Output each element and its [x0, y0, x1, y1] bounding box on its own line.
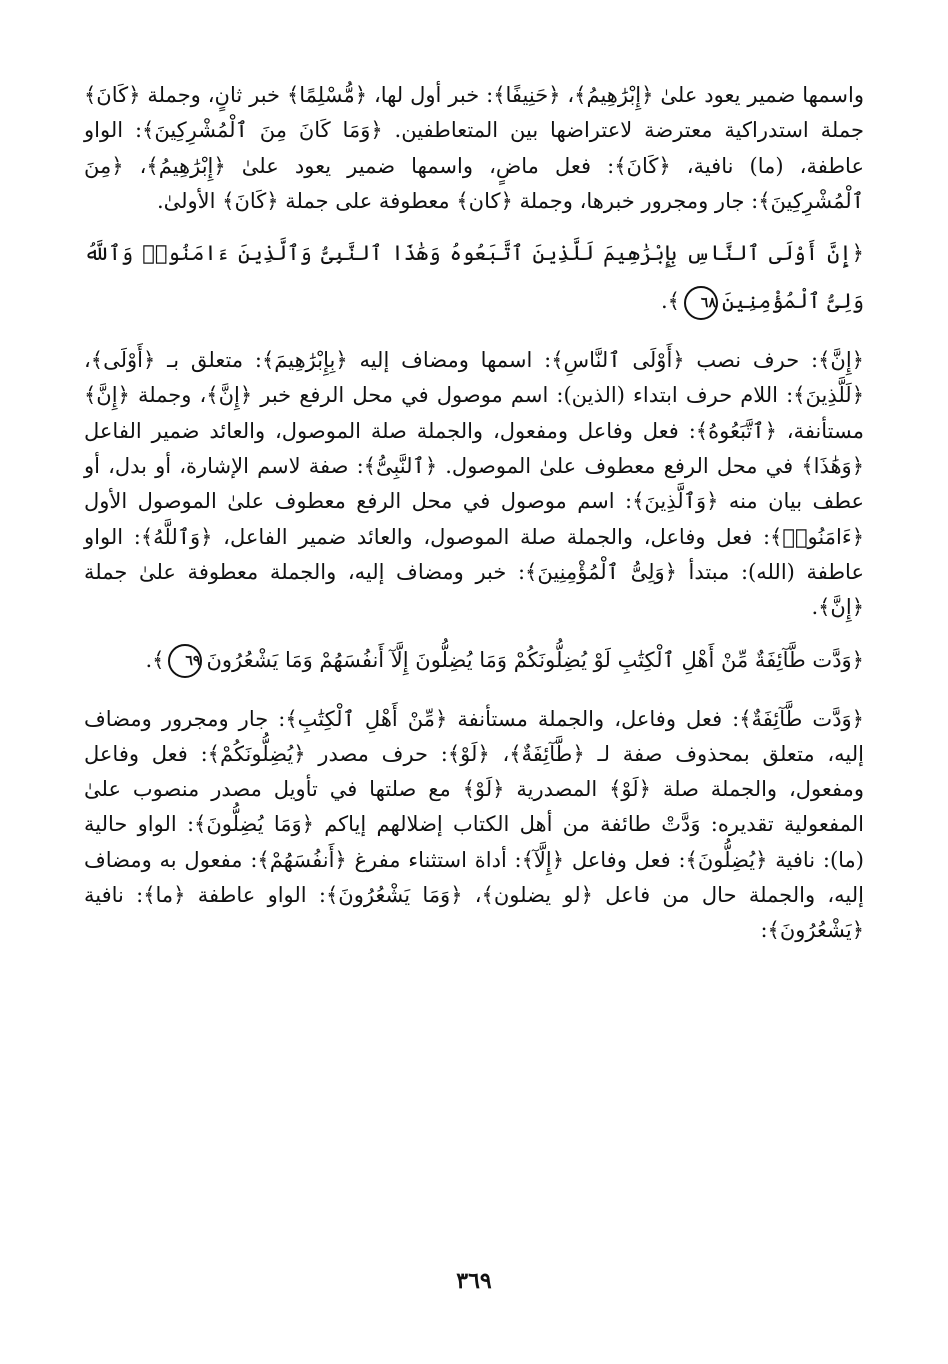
paragraph-2: ﴿إِنَّ﴾: حرف نصب ﴿أَوْلَى ٱلنَّاسِ﴾: اسمها ومضاف إليه ﴿بِإِبْرَٰهِيمَ﴾: متعلق بـ ﴿أَوْلَى﴾، ﴿لَلَّذِينَ﴾: اللام حرف ابتداء (الذين): اسم موصول في محل الرفع خبر ﴿إِنَّ﴾، وجملة ﴿إِنَّ﴾ مستأنفة، ﴿ٱتَّبَعُوهُ﴾: فعل وفاعل ومفعول، والجملة صلة الموصول، والعائد ضمير الفاعل ﴿وَهَٰذَا﴾ في محل الرفع معطوف علىٰ الموصول. ﴿ٱلنَّبِىُّ﴾: صفة لاسم الإشارة، أو بدل، أو عطف بيان منه ﴿وَٱلَّذِينَ﴾: اسم موصول في محل الرفع معطوف علىٰ الموصول الأول ﴿ءَامَنُوا۟﴾: فعل وفاعل، والجملة صلة الموصول، والعائد ضمير الفاعل، ﴿وَٱللَّهُ﴾: الواو عاطفة (الله): مبتدأ ﴿وَلِىُّ ٱلْمُؤْمِنِينَ﴾: خبر ومضاف إليه، والجملة معطوفة علىٰ جملة ﴿إِنَّ﴾. [84, 348, 864, 620]
verse-69-closing: ﴾. [145, 647, 165, 672]
verse-69 [84, 636, 864, 684]
ayah-number-marker-69: ٦٩ [168, 644, 202, 678]
verse-69-text: ﴿وَدَّت طَّآئِفَةٌ مِّنْ أَهْلِ ٱلْكِتَٰبِ لَوْ يُضِلُّونَكُمْ وَمَا يُضِلُّونَ إِلَّآ أَنفُسَهُمْ وَمَا يَشْعُرُونَ [206, 647, 864, 672]
paragraph-1: واسمها ضمير يعود علىٰ ﴿إِبْرَٰهِيمُ﴾، ﴿حَنِيفًا﴾: خبر أول لها، ﴿مُّسْلِمًا﴾ خبر ثانٍ، وجملة ﴿كَانَ﴾ جملة استدراكية معترضة لاعتراضها بين المتعاطفين. ﴿وَمَا كَانَ مِنَ ٱلْمُشْرِكِينَ﴾: الواو عاطفة، (ما) نافية، ﴿كَانَ﴾: فعل ماضٍ، واسمها ضمير يعود علىٰ ﴿إِبْرَٰهِيمُ﴾، ﴿مِنَ ٱلْمُشْرِكِينَ﴾: جار ومجرور خبرها، وجملة ﴿كان﴾ معطوفة على جملة ﴿كَانَ﴾ الأولىٰ. [84, 83, 864, 213]
verse-68-closing: ﴾. [660, 289, 680, 314]
paragraph-3: ﴿وَدَّت طَّآئِفَةٌ﴾: فعل وفاعل، والجملة مستأنفة ﴿مِّنْ أَهْلِ ٱلْكِتَٰبِ﴾: جار ومجرور ومضاف إليه، متعلق بمحذوف صفة لـ ﴿طَّآئِفَةٌ﴾، ﴿لَوْ﴾: حرف مصدر ﴿يُضِلُّونَكُمْ﴾: فعل وفاعل ومفعول، والجملة صلة ﴿لَوْ﴾ المصدرية ﴿لَوْ﴾ مع صلتها في تأويل مصدر منصوب علىٰ المفعولية تقديره: وَدَّتْ طائفة من أهل الكتاب إضلالهم إياكم ﴿وَمَا يُضِلُّونَ﴾: الواو حالية (ما): نافية ﴿يُضِلُّونَ﴾: فعل وفاعل ﴿إِلَّآ﴾: أداة استثناء مفرغ ﴿أَنفُسَهُمْ﴾: مفعول به ومضاف إليه، والجملة حال من فاعل ﴿لو يضلون﴾، ﴿وَمَا يَشْعُرُونَ﴾: الواو عاطفة ﴿ما﴾: نافية ﴿يَشْعُرُونَ﴾: [84, 706, 864, 943]
page-number: ٣٦٩ [456, 1268, 492, 1294]
page-body [84, 78, 864, 949]
verse-68-text: ﴿إِنَّ أَوْلَى ٱلنَّاسِ بِإِبْرَٰهِيمَ لَلَّذِينَ ٱتَّبَعُوهُ وَهَٰذَا ٱلنَّبِىُّ وَٱلَّذِينَ ءَامَنُوا۟ وَٱللَّهُ وَلِىُّ ٱلْمُؤْمِنِينَ [84, 241, 864, 314]
ayah-number-marker-68: ٦٨ [684, 286, 718, 320]
verse-68 [84, 229, 864, 325]
